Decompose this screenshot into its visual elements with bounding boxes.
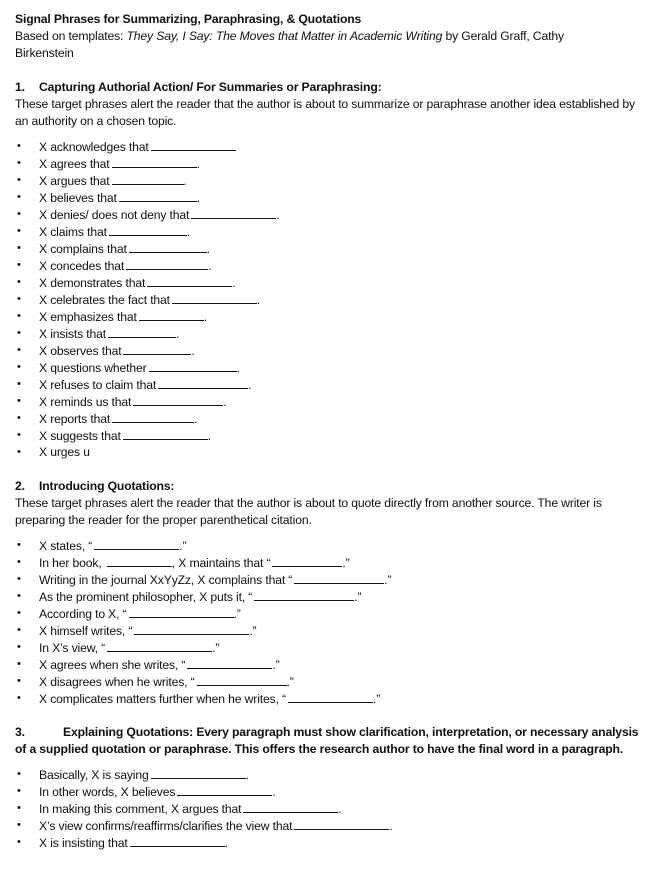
bullet-icon: • (17, 624, 21, 636)
fill-in-blank (133, 393, 223, 406)
phrase-ending: .” (384, 573, 392, 587)
bullet-icon: • (17, 395, 21, 407)
phrase-text: X suggests that (39, 429, 121, 443)
phrase-text: X reminds us that (39, 395, 132, 409)
list-item (15, 834, 657, 851)
list-item (15, 172, 657, 189)
phrase-text: X refuses to claim that (39, 378, 157, 392)
fill-in-blank (119, 189, 197, 202)
bullet-icon: • (17, 344, 21, 356)
phrase-ending: . (206, 242, 210, 256)
phrase-text: X concedes that (39, 259, 125, 273)
fill-in-blank (94, 537, 179, 550)
section-title: Explaining Quotations: Every paragraph must show clarification, interpretation, or necessary analysis of a supplied quotation or paraphrase. This offers the research author to have the final word in a paragraph. (15, 725, 639, 756)
bullet-icon: • (17, 556, 21, 568)
fill-in-blank (107, 554, 172, 567)
phrase-ending: . (203, 310, 207, 324)
phrase-text: X urges u (39, 445, 90, 459)
fill-in-blank (254, 588, 354, 601)
list-item (15, 257, 657, 274)
phrase-ending: . (276, 208, 280, 222)
bullet-icon: • (17, 157, 21, 169)
book-title: They Say, I Say: The Moves that Matter in Academic Writing (126, 29, 443, 43)
list-item (15, 240, 657, 257)
subtitle-prefix: Based on templates: (15, 29, 127, 43)
list-item (15, 223, 657, 240)
fill-in-blank (134, 622, 249, 635)
phrase-text: X believes that (39, 191, 117, 205)
phrase-text: X agrees that (39, 157, 110, 171)
fill-in-blank (112, 410, 194, 423)
list-item (15, 444, 657, 461)
list-item (15, 656, 657, 673)
bullet-icon: • (17, 607, 21, 619)
document-title: Signal Phrases for Summarizing, Paraphrasing, & Quotations (15, 12, 362, 26)
bullet-icon: • (17, 836, 21, 848)
phrase-ending: . (176, 327, 180, 341)
phrase-ending: . (196, 157, 200, 171)
section-2-heading (15, 478, 657, 495)
list-item (15, 690, 657, 707)
phrase-ending: .” (249, 624, 257, 638)
list-item (15, 537, 657, 554)
bullet-icon: • (17, 539, 21, 551)
bullet-icon: • (17, 361, 21, 373)
list-item (15, 138, 657, 155)
list-item (15, 622, 657, 639)
fill-in-blank (109, 223, 187, 236)
phrase-ending: . (224, 836, 228, 850)
bullet-icon: • (17, 802, 21, 814)
section-title: Capturing Authorial Action/ For Summaries or Paraphrasing: (39, 80, 382, 94)
fill-in-blank (108, 325, 176, 338)
bullet-icon: • (17, 573, 21, 585)
fill-in-blank (129, 605, 234, 618)
list-item (15, 800, 657, 817)
bullet-icon: • (17, 276, 21, 288)
bullet-icon: • (17, 692, 21, 704)
phrase-ending: .” (179, 539, 187, 553)
phrase-ending: . (183, 174, 187, 188)
phrase-text: X’s view confirms/reaffirms/clarifies the view that (39, 819, 293, 833)
bullet-icon: • (17, 242, 21, 254)
bullet-icon: • (17, 429, 21, 441)
phrase-text: X acknowledges that (39, 140, 149, 154)
phrase-text: X denies/ does not deny that (39, 208, 190, 222)
phrase-text: X observes that (39, 344, 122, 358)
phrase-ending: .” (272, 658, 280, 672)
phrase-ending: .” (286, 675, 294, 689)
bullet-icon: • (17, 590, 21, 602)
list-item (15, 393, 657, 410)
subtitle-authors: by Gerald Graff, Cathy Birkenstein (15, 29, 564, 60)
list-item (15, 571, 657, 588)
fill-in-blank (158, 376, 248, 389)
list-item (15, 206, 657, 223)
fill-in-blank (151, 138, 236, 151)
list-item (15, 189, 657, 206)
phrase-ending: . (196, 191, 200, 205)
section-title: Introducing Quotations: (39, 479, 175, 493)
bullet-icon: • (17, 768, 21, 780)
section-number: 3. (15, 725, 25, 739)
list-item (15, 588, 657, 605)
list-item (15, 427, 657, 444)
phrase-text: X insists that (39, 327, 106, 341)
fill-in-blank (243, 800, 338, 813)
phrase-ending: . (223, 395, 227, 409)
fill-in-blank (147, 274, 232, 287)
section-1-description: These target phrases alert the reader that the author is about to summarize or paraphrase another idea established by an authority on a chosen topic. (15, 97, 635, 128)
fill-in-blank (187, 656, 272, 669)
phrase-ending: . (248, 378, 252, 392)
section-1-heading (15, 79, 657, 96)
fill-in-blank (123, 427, 208, 440)
fill-in-blank (294, 817, 389, 830)
phrase-text: In making this comment, X argues that (39, 802, 242, 816)
bullet-icon: • (17, 675, 21, 687)
bullet-icon: • (17, 412, 21, 424)
phrase-text: X complicates matters further when he writes, “ (39, 692, 286, 706)
phrase-ending: . (232, 276, 236, 290)
bullet-icon: • (17, 819, 21, 831)
bullet-icon: • (17, 641, 21, 653)
phrase-ending: .” (372, 692, 381, 706)
fill-in-blank (130, 834, 225, 847)
phrase-text-continued: , X maintains that “ (171, 556, 271, 570)
list-item (15, 376, 657, 393)
phrase-text: X agrees when she writes, “ (39, 658, 186, 672)
fill-in-blank (288, 690, 373, 703)
phrase-ending: . (245, 768, 249, 782)
fill-in-blank (112, 155, 197, 168)
bullet-icon: • (17, 259, 21, 271)
section-number: 1. (15, 80, 25, 94)
bullet-icon: • (17, 658, 21, 670)
phrase-ending: .” (212, 641, 220, 655)
list-item (15, 783, 657, 800)
phrase-text: In her book, (39, 556, 105, 570)
bullet-icon: • (17, 174, 21, 186)
list-item (15, 605, 657, 622)
fill-in-blank (129, 240, 207, 253)
phrase-text: X emphasizes that (39, 310, 137, 324)
bullet-icon: • (17, 293, 21, 305)
phrase-text: In other words, X believes (39, 785, 176, 799)
fill-in-blank (172, 291, 257, 304)
fill-in-blank (151, 766, 246, 779)
phrase-text: X disagrees when he writes, “ (39, 675, 195, 689)
phrase-ending: .” (233, 607, 241, 621)
list-item (15, 308, 657, 325)
bullet-icon: • (17, 225, 21, 237)
phrase-text: According to X, “ (39, 607, 127, 621)
list-item (15, 155, 657, 172)
phrase-text: X complains that (39, 242, 127, 256)
fill-in-blank (107, 639, 212, 652)
bullet-icon: • (17, 785, 21, 797)
section-1-list (15, 138, 657, 461)
bullet-icon: • (17, 310, 21, 322)
phrase-text: X celebrates the fact that (39, 293, 170, 307)
list-item (15, 673, 657, 690)
bullet-icon: • (17, 191, 21, 203)
phrase-text: As the prominent philosopher, X puts it, “ (39, 590, 253, 604)
list-item (15, 817, 657, 834)
fill-in-blank (294, 571, 384, 584)
phrase-text: In X’s view, “ (39, 641, 106, 655)
document-subtitle (15, 28, 615, 62)
phrase-text: X is insisting that (39, 836, 128, 850)
bullet-icon: • (17, 327, 21, 339)
bullet-icon: • (17, 446, 21, 458)
fill-in-blank (177, 783, 272, 796)
list-item (15, 554, 657, 571)
phrase-ending: . (256, 293, 261, 307)
phrase-text: Basically, X is saying (39, 768, 149, 782)
fill-in-blank (123, 342, 191, 355)
phrase-text: X states, “ (39, 539, 93, 553)
list-item (15, 359, 657, 376)
phrase-text: X argues that (39, 174, 110, 188)
list-item (15, 325, 657, 342)
phrase-text: X reports that (39, 412, 111, 426)
phrase-text: X questions whether (39, 361, 147, 375)
section-3-heading (15, 724, 640, 758)
phrase-ending: . (389, 819, 393, 833)
phrase-text: X claims that (39, 225, 107, 239)
fill-in-blank (126, 257, 208, 270)
phrase-ending: .” (354, 590, 362, 604)
bullet-icon: • (17, 378, 21, 390)
phrase-text: X himself writes, “ (39, 624, 133, 638)
list-item (15, 274, 657, 291)
phrase-ending: . (191, 344, 195, 358)
fill-in-blank (197, 673, 287, 686)
fill-in-blank (149, 359, 237, 372)
phrase-text: X demonstrates that (39, 276, 146, 290)
section-2-description: These target phrases alert the reader that the author is about to quote directly from another source. The writer is preparing the reader for the proper parenthetical citation. (15, 496, 602, 527)
fill-in-blank (272, 554, 342, 567)
phrase-ending: . (186, 225, 191, 239)
list-item (15, 291, 657, 308)
list-item (15, 766, 657, 783)
phrase-ending: . (194, 412, 198, 426)
phrase-ending: . (207, 429, 212, 443)
phrase-text: Writing in the journal XxYyZz, X complains that “ (39, 573, 293, 587)
list-item (15, 639, 657, 656)
phrase-ending: . (272, 785, 276, 799)
bullet-icon: • (17, 140, 21, 152)
phrase-ending: . (208, 259, 212, 273)
fill-in-blank (191, 206, 276, 219)
phrase-ending: . (338, 802, 342, 816)
list-item (15, 342, 657, 359)
section-3-list (15, 766, 657, 851)
phrase-ending: . (236, 361, 240, 375)
fill-in-blank (112, 172, 184, 185)
phrase-ending: .” (342, 556, 350, 570)
list-item (15, 410, 657, 427)
section-2-list (15, 537, 657, 707)
fill-in-blank (139, 308, 204, 321)
section-number: 2. (15, 479, 25, 493)
bullet-icon: • (17, 208, 21, 220)
